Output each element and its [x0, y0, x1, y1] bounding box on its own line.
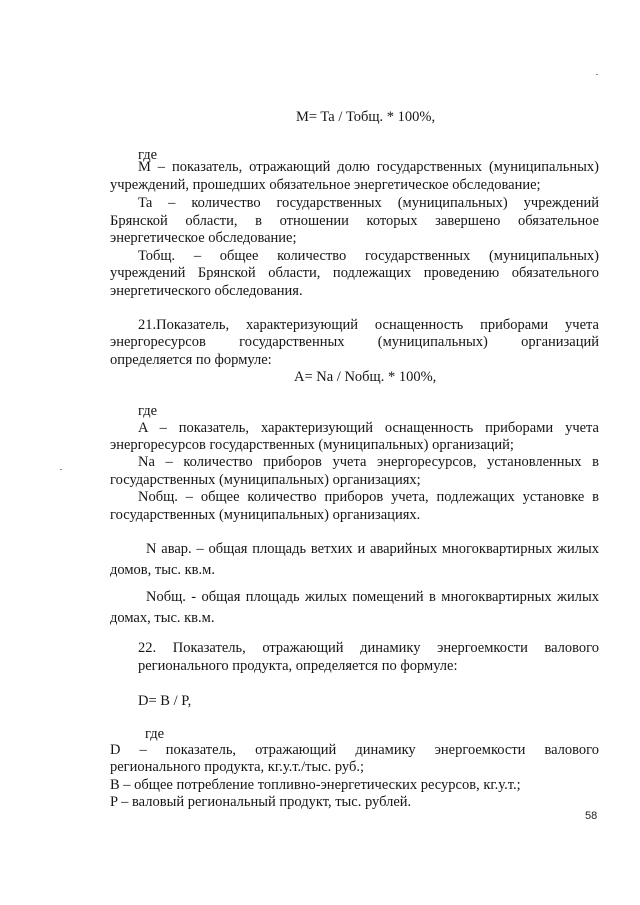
where-label: где	[138, 147, 158, 163]
definition-na-line1: Na – количество приборов учета энергоресурсов, установленных в	[138, 454, 599, 470]
formula-m: M= Ta / Тобщ. * 100%,	[296, 109, 436, 125]
formula-a: A= Na / Nобщ. * 100%,	[294, 369, 437, 385]
definition-m-line1: M – показатель, отражающий долю государственных (муниципальных)	[138, 159, 599, 175]
scan-speck	[596, 74, 598, 75]
definition-d-line1: D – показатель, отражающий динамику энергоемкости валового	[110, 742, 599, 758]
definition-b: B – общее потребление топливно-энергетических ресурсов, кг.у.т.;	[110, 777, 521, 793]
definition-nobsh2-line2: домах, тыс. кв.м.	[110, 610, 215, 626]
definition-ta-line3: энергетическое обследование;	[110, 230, 297, 246]
where-label: где	[145, 726, 165, 742]
definition-ta-line2: Брянской области, в отношении которых завершено обязательное	[110, 213, 599, 229]
definition-navar-line2: домов, тыс. кв.м.	[110, 562, 215, 578]
definition-ta-line1: Ta – количество государственных (муниципальных) учреждений	[138, 195, 599, 211]
definition-d-line2: регионального продукта, кг.у.т./тыс. руб.;	[110, 759, 365, 775]
definition-tobsh-line1: Тобщ. – общее количество государственных (муниципальных)	[138, 248, 599, 264]
definition-tobsh-line2: учреждений Брянской области, подлежащих проведению обязательного	[110, 265, 599, 281]
definition-tobsh-line3: энергетического обследования.	[110, 283, 303, 299]
page-number: 58	[585, 810, 598, 822]
scan-speck	[60, 469, 62, 470]
paragraph-21-line3: определяется по формуле:	[110, 352, 272, 368]
paragraph-21-line1: 21.Показатель, характеризующий оснащенность приборами учета	[138, 317, 599, 333]
definition-na-line2: государственных (муниципальных) организациях;	[110, 472, 421, 488]
definition-nobsh2-line1: Nобщ. - общая площадь жилых помещений в многоквартирных жилых	[146, 589, 599, 605]
paragraph-22-line1: 22. Показатель, отражающий динамику энергоемкости валового	[138, 640, 599, 656]
definition-a-line2: энергоресурсов государственных (муниципальных) организаций;	[110, 437, 514, 453]
definition-a-line1: A – показатель, характеризующий оснащенность приборами учета	[138, 420, 599, 436]
definition-m-line2: учреждений, прошедших обязательное энергетическое обследование;	[110, 177, 541, 193]
where-label: где	[138, 403, 158, 419]
definition-navar-line1: N авар. – общая площадь ветхих и аварийных многоквартирных жилых	[146, 541, 599, 557]
definition-nobsh-line1: Nобщ. – общее количество приборов учета, подлежащих установке в	[138, 489, 599, 505]
paragraph-22-line2: регионального продукта, определяется по формуле:	[138, 658, 458, 674]
definition-p: P – валовый региональный продукт, тыс. рублей.	[110, 794, 412, 810]
formula-d: D= B / P,	[138, 693, 192, 709]
definition-nobsh-line2: государственных (муниципальных) организациях.	[110, 507, 421, 523]
paragraph-21-line2: энергоресурсов государственных (муниципальных) организаций	[110, 334, 599, 350]
